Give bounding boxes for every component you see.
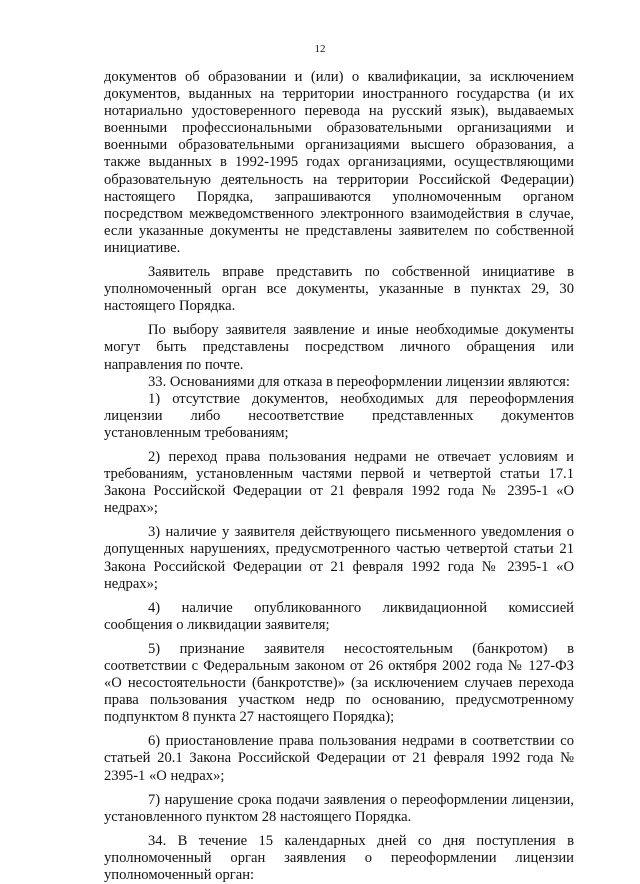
paragraph-33-heading: 33. Основаниями для отказа в переоформлении лицензии являются: xyxy=(148,373,570,390)
list-item-33-3: 3) наличие у заявителя действующего письменного уведомления о допущенных нарушениях, предусмотренного частью четвертой статьи 21 Закона Российской Федерации от 21 февраля 1992 года № 2395-1 «О недрах»; xyxy=(104,524,574,592)
list-item-33-1: 1) отсутствие документов, необходимых для переоформления лицензии либо несоответствие представленных документов установленным требованиям; xyxy=(104,390,574,441)
list-item-33-6: 6) приостановление права пользования недрами в соответствии со статьей 20.1 Закона Российской Федерации от 21 февраля 1992 года № 2395-1 «О недрах»; xyxy=(104,733,574,784)
list-item-33-2: 2) переход права пользования недрами не отвечает условиям и требованиям, установленным частями первой и четвертой статьи 17.1 Закона Российской Федерации от 21 февраля 1992 года № 2395-1 «О недрах»; xyxy=(104,448,574,517)
list-item-33-5: 5) признание заявителя несостоятельным (банкротом) в соответствии с Федеральным законом от 26 октября 2002 года № 127-ФЗ «О несостоятельности (банкротстве)» (за исключением случаев перехода права пользования участком недр по основанию, предусмотренному подпунктом 8 пункта 27 настоящего Порядка); xyxy=(104,640,574,726)
list-item-33-4: 4) наличие опубликованного ликвидационной комиссией сообщения о ликвидации заявителя; xyxy=(104,599,574,633)
document-body xyxy=(104,69,574,884)
paragraph-34: 34. В течение 15 календарных дней со дня поступления в уполномоченный орган заявления о переоформлении лицензии уполномоченный орган: xyxy=(104,832,574,884)
list-item-33-7: 7) нарушение срока подачи заявления о переоформлении лицензии, установленного пунктом 28 настоящего Порядка. xyxy=(104,791,574,825)
paragraph-submission-choice: По выбору заявителя заявление и иные необходимые документы могут быть представлены посредством личного обращения или направления по почте. xyxy=(104,322,574,373)
paragraph-continuation: документов об образовании и (или) о квалификации, за исключением документов, выданных на территории иностранного государства (и их нотариально удостоверенного перевода на русский язык), выдаваемых военными профессиональными образовательными организациями и военными образовательными организациями высшего образования, а также выданных в 1992-1995 годах организациями, осуществляющими образовательную деятельность на территории Российской Федерации) настоящего Порядка, запрашиваются уполномоченным органом посредством межведомственного электронного взаимодействия в случае, если указанные документы не представлены заявителем по собственной инициативе. xyxy=(104,69,574,256)
paragraph-applicant-right: Заявитель вправе представить по собственной инициативе в уполномоченный орган все документы, указанные в пунктах 29, 30 настоящего Порядка. xyxy=(104,264,574,315)
page-number: 12 xyxy=(314,43,326,55)
